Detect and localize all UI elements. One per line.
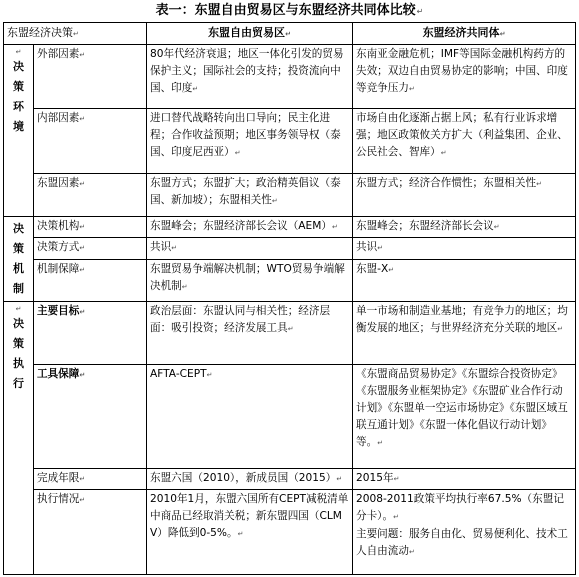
row-label-external: 外部因素↵ xyxy=(34,45,147,109)
row-label-body: 决策机构↵ xyxy=(34,217,147,238)
table-row xyxy=(4,302,576,365)
cell-afta-status: 2010年1月，东盟六国所有CEPT减税清单中商品已经取消关税；新东盟四国（CLMV）降低到0-5%。↵ xyxy=(147,490,353,575)
row-label-goal: 主要目标↵ xyxy=(34,302,147,365)
table-row xyxy=(4,238,576,259)
row-label-tools: 工具保障↵ xyxy=(34,365,147,469)
section-decision-mechanism: 决 策 机 制 xyxy=(4,217,34,302)
table-row xyxy=(4,490,576,575)
comparison-table xyxy=(3,22,576,575)
row-label-status: 执行情况↵ xyxy=(34,490,147,575)
aec-status-line-1: 2008-2011政策平均执行率67.5%（东盟记分卡）。↵ xyxy=(356,493,564,522)
table-row xyxy=(4,469,576,490)
table-row xyxy=(4,109,576,174)
table-header-row xyxy=(4,23,576,45)
header-afta: 东盟自由贸易区↵ xyxy=(147,23,353,45)
header-aec: 东盟经济共同体↵ xyxy=(353,23,576,45)
cell-aec-body: 东盟峰会；东盟经济部长会议↵ xyxy=(353,217,576,238)
header-decision: 东盟经济决策↵ xyxy=(4,23,147,45)
cell-aec-external: 东南亚金融危机；IMF等国际金融机构药方的失效；双边自由贸易协定的影响；中国、印度等竞争压力↵ xyxy=(353,45,576,109)
cell-afta-body: 东盟峰会；东盟经济部长会议（AEM）↵ xyxy=(147,217,353,238)
table-row xyxy=(4,365,576,469)
cell-afta-internal: 进口替代战略转向出口导向；民主化进程；合作收益预期；地区事务领导权（泰国、印度尼西亚）↵ xyxy=(147,109,353,174)
paragraph-mark: ↵ xyxy=(416,7,424,16)
cell-aec-goal: 单一市场和制造业基地；有竞争力的地区；均衡发展的地区；与世界经济充分关联的地区↵ xyxy=(353,302,576,365)
cell-aec-internal: 市场自由化逐渐占据上风；私有行业诉求增强；地区政策攸关方扩大（利益集团、企业、公民社会、智库）↵ xyxy=(353,109,576,174)
cell-afta-deadline: 东盟六国（2010），新成员国（2015）↵ xyxy=(147,469,353,490)
cell-aec-tools: 《东盟商品贸易协定》《东盟综合投资协定》《东盟服务业框架协定》《东盟矿业合作行动计划》《东盟单一空运市场协定》《东盟区域互联互通计划》《东盟一体化倡议行动计划》等。↵ xyxy=(353,365,576,469)
row-label-asean: 东盟因素↵ xyxy=(34,174,147,217)
row-label-mechanism: 机制保障↵ xyxy=(34,259,147,302)
cell-aec-status xyxy=(353,490,576,575)
cell-aec-asean: 东盟方式；经济合作惯性；东盟相关性↵ xyxy=(353,174,576,217)
aec-status-line-2: 主要问题：服务自由化、贸易便利化、技术工人自由流动↵ xyxy=(356,528,568,557)
cell-afta-external: 80年代经济衰退；地区一体化引发的贸易保护主义；国际社会的支持；投资流向中国、印度↵ xyxy=(147,45,353,109)
row-label-deadline: 完成年限↵ xyxy=(34,469,147,490)
cell-afta-asean: 东盟方式；东盟扩大；政治精英倡议（泰国、新加坡）；东盟相关性↵ xyxy=(147,174,353,217)
table-row xyxy=(4,259,576,302)
row-label-internal: 内部因素↵ xyxy=(34,109,147,174)
cell-afta-goal: 政治层面：东盟认同与相关性；经济层面：吸引投资；经济发展工具↵ xyxy=(147,302,353,365)
cell-afta-tools: AFTA-CEPT↵ xyxy=(147,365,353,469)
row-label-method: 决策方式↵ xyxy=(34,238,147,259)
table-row xyxy=(4,217,576,238)
table-title xyxy=(0,3,579,20)
cell-afta-mechanism: 东盟贸易争端解决机制；WTO贸易争端解决机制↵ xyxy=(147,259,353,302)
section-decision-execution: ↵ 决 策 执 行 xyxy=(4,302,34,575)
cell-aec-method: 共识↵ xyxy=(353,238,576,259)
table-title-text: 表一：东盟自由贸易区与东盟经济共同体比较 xyxy=(155,3,416,18)
table-row xyxy=(4,45,576,109)
table-row xyxy=(4,174,576,217)
cell-aec-deadline: 2015年↵ xyxy=(353,469,576,490)
cell-aec-mechanism: 东盟-X↵ xyxy=(353,259,576,302)
cell-afta-method: 共识↵ xyxy=(147,238,353,259)
section-decision-environment: ↵ 决 策 环 境 xyxy=(4,45,34,217)
